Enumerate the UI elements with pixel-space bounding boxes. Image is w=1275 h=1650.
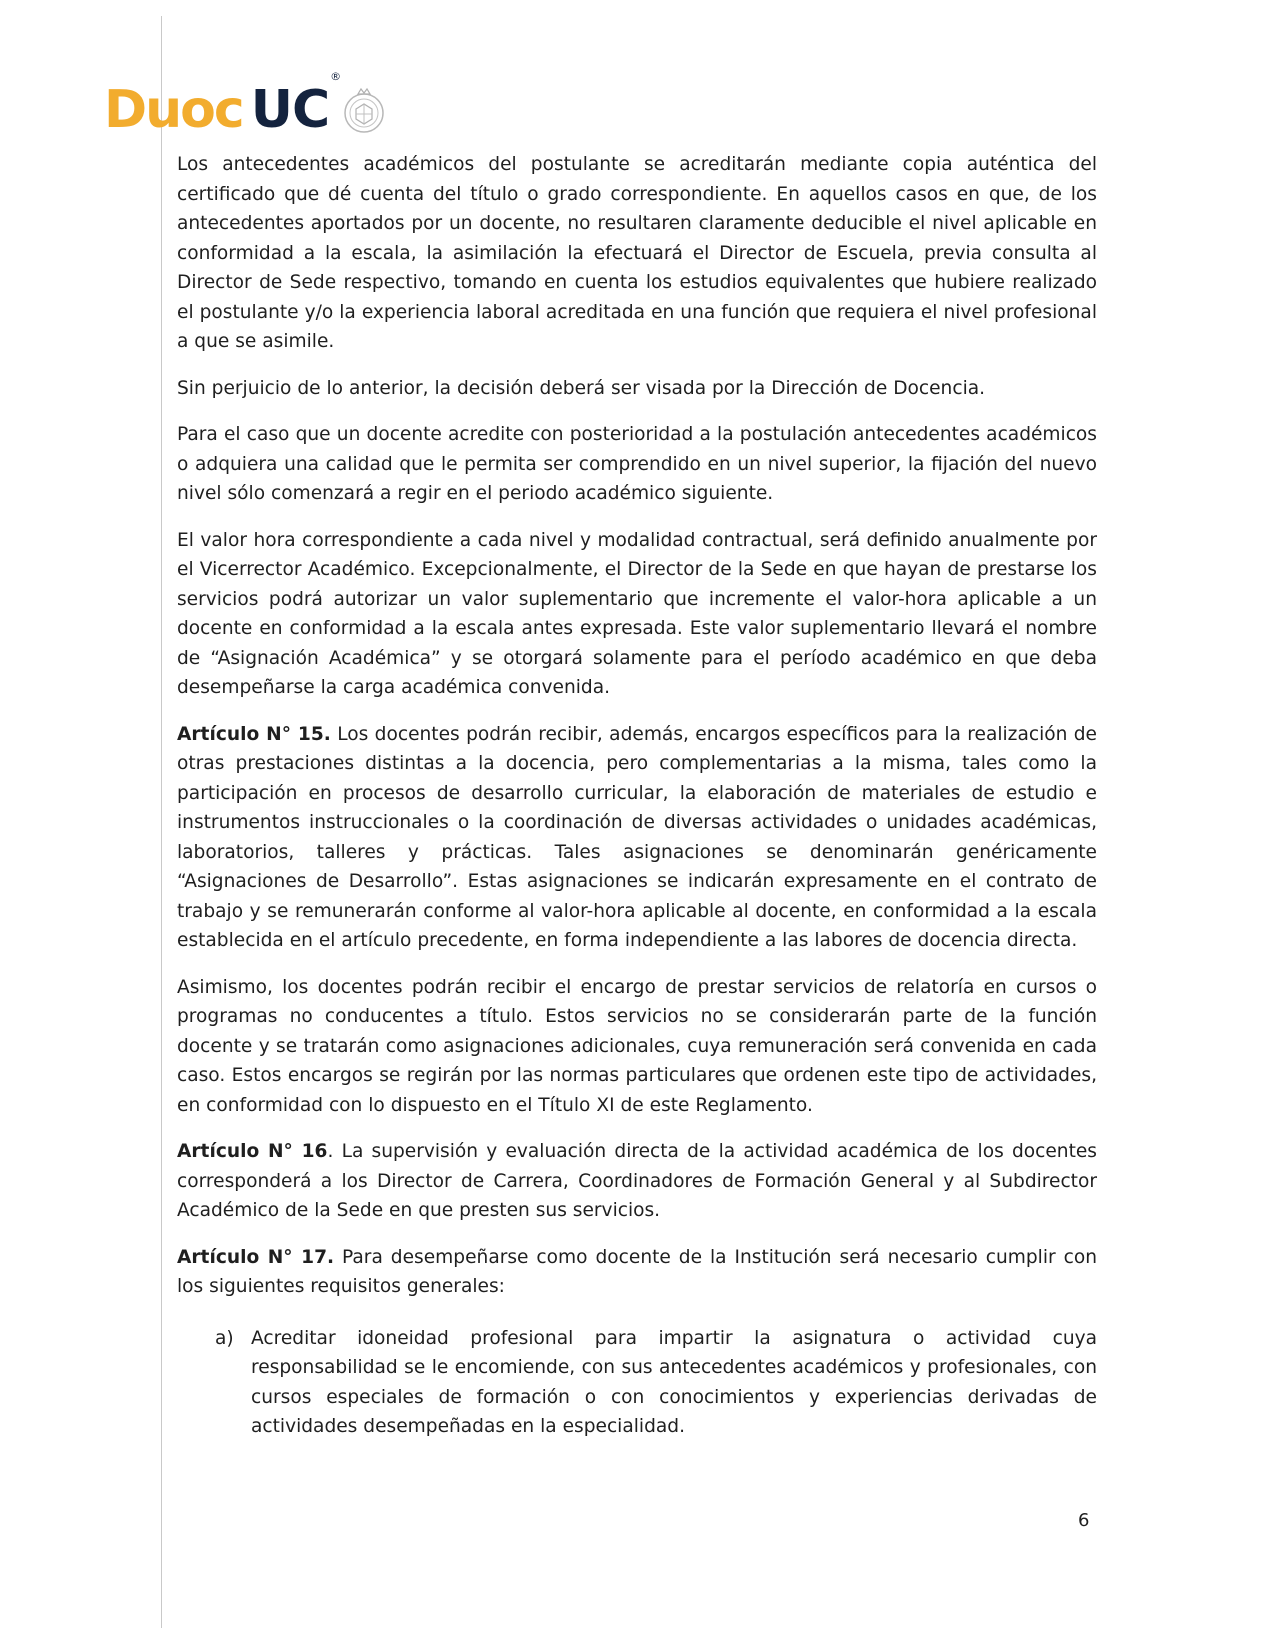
logo-uc-text: UC: [250, 80, 330, 140]
logo-duoc-text: Duoc: [104, 80, 243, 140]
article-16-paragraph: [177, 1137, 1097, 1226]
requirement-text: Acreditar idoneidad profesional para impartir la asignatura o actividad cuya responsabilidad se le encomiende, con sus antecedentes académicos y profesionales, con cursos especiales de formación o con conocimientos y experiencias derivadas de actividades desempeñadas en la especialidad.: [251, 1327, 1097, 1437]
page-number: 6: [1078, 1510, 1090, 1531]
paragraph-valor-hora: El valor hora correspondiente a cada nivel y modalidad contractual, será definido anualmente por el Vicerrector Académico. Excepcionalmente, el Director de la Sede en que hayan de prestarse los servicios podrá autorizar un valor suplementario que incremente el valor-hora aplicable a un docente en conformidad a la escala antes expresada. Este valor suplementario llevará el nombre de “Asignación Académica” y se otorgará solamente para el período académico en que deba desempeñarse la carga académica convenida.: [177, 529, 1097, 698]
article-17-paragraph: [177, 1243, 1097, 1302]
duoc-uc-logo: [104, 66, 385, 140]
article-15-label: Artículo N° 15.: [177, 723, 331, 745]
paragraph-visado: Sin perjuicio de lo anterior, la decisión deberá ser visada por la Dirección de Docencia.: [177, 377, 986, 399]
article-16-label: Artículo N° 16: [177, 1141, 328, 1162]
registered-mark: ®: [330, 70, 342, 83]
page-margin-line: [161, 16, 162, 1628]
article-15-text: Los docentes podrán recibir, además, encargos específicos para la realización de otras prestaciones distintas a la docencia, pero complementarias a la misma, tales como la participación en procesos de desarrollo curricular, la elaboración de materiales de estudio e instrumentos instruccionales o la coordinación de diversas actividades o unidades académicas, laboratorios, talleres y prácticas. Tales asignaciones se denominarán genéricamente “Asignaciones de Desarrollo”. Estas asignaciones se indicarán expresamente en el contrato de trabajo y se remunerarán conforme al valor-hora aplicable al docente, en conformidad a la escala establecida en el artículo precedente, en forma independiente a las labores de docencia directa.: [177, 723, 1097, 951]
paragraph-antecedentes: Los antecedentes académicos del postulante se acreditarán mediante copia auténtica del certificado que dé cuenta del título o grado correspondiente. En aquellos casos en que, de los antecedentes aportados por un docente, no resultaren claramente deducible el nivel aplicable en conformidad a la escala, la asimilación la efectuará el Director de Escuela, previa consulta al Director de Sede respectivo, tomando en cuenta los estudios equivalentes que hubiere realizado el postulante y/o la experiencia laboral acreditada en una función que requiera el nivel profesional a que se asimile.: [177, 154, 1097, 352]
document-body: [177, 150, 1097, 1442]
article-15-paragraph-2: Asimismo, los docentes podrán recibir el encargo de prestar servicios de relatoría en cursos o programas no conducentes a título. Estos servicios no se considerarán parte de la función docente y se tratarán como asignaciones adicionales, cuya remuneración será convenida en cada caso. Estos encargos se regirán por las normas particulares que ordenen este tipo de actividades, en conformidad con lo dispuesto en el Título XI de este Reglamento.: [177, 976, 1097, 1116]
requirement-list-item: [215, 1324, 1097, 1442]
list-marker: a): [215, 1327, 234, 1349]
paragraph-nivel-superior: Para el caso que un docente acredite con posterioridad a la postulación antecedentes académicos o adquiera una calidad que le permita ser comprendido en un nivel superior, la fijación del nuevo nivel sólo comenzará a regir en el periodo académico siguiente.: [177, 424, 1097, 504]
university-seal-icon: [343, 85, 385, 135]
article-17-text: Para desempeñarse como docente de la Institución será necesario cumplir con los siguientes requisitos generales:: [177, 1246, 1097, 1297]
article-17-label: Artículo N° 17.: [177, 1246, 335, 1268]
article-16-text: . La supervisión y evaluación directa de la actividad académica de los docentes corresponderá a los Director de Carrera, Coordinadores de Formación General y al Subdirector Académico de la Sede en que presten sus servicios.: [177, 1141, 1097, 1221]
article-15-paragraph: [177, 720, 1097, 956]
